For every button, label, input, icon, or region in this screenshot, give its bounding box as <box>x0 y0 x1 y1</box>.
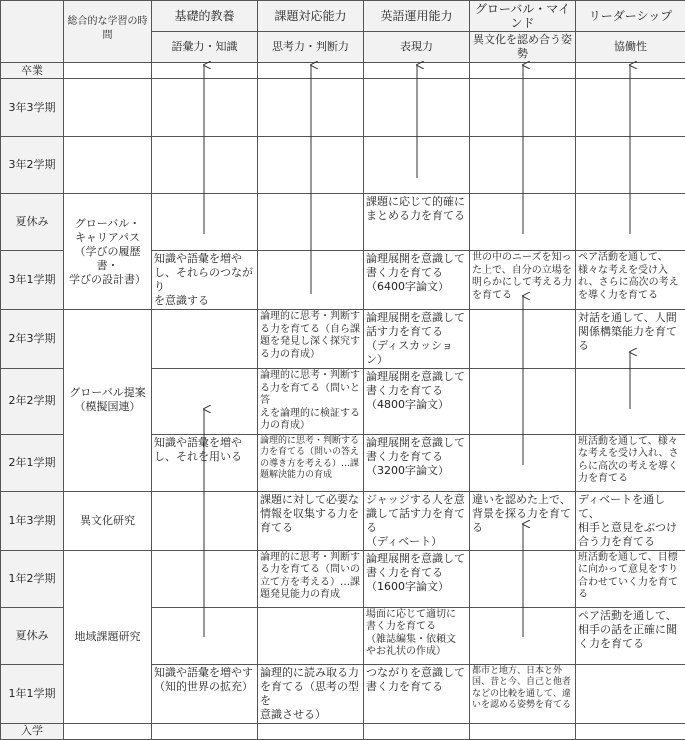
grid-cell <box>470 310 576 369</box>
grid-cell <box>470 369 576 435</box>
grid-cell <box>470 137 576 194</box>
study-cell <box>64 137 152 194</box>
cell-english-summer3: 課題に応じて的確に まとめる力を育てる <box>364 194 470 251</box>
cell-english-2-3: 論理展開を意識して 話す力を育てる （ディスカッション） <box>364 310 470 369</box>
cell-thinking-2-3: 論理的に思考・判断す る力を育てる（自ら課 題を発見し深く探究す る力の育成） <box>258 310 364 369</box>
cell-thinking-2-1: 論理的に思考・判断する 力を育てる（問いの答え の導き方を考える）…課 題解決能力の育成 <box>258 434 364 491</box>
grid-cell <box>152 63 258 79</box>
grid-cell <box>258 194 364 251</box>
period-summer-1: 夏休み <box>1 607 64 664</box>
cell-english-1-3: ジャッジする人を意 識して話す力を育て る （ディベート） <box>364 491 470 550</box>
study-cell <box>64 79 152 137</box>
study-cross-cultural: 異文化研究 <box>64 491 152 550</box>
period-graduation: 卒業 <box>1 63 64 79</box>
period-summer-3: 夏休み <box>1 194 64 251</box>
col-sub-thinking: 思考力・判断力 <box>258 32 364 63</box>
period-2-3: 2年3学期 <box>1 310 64 369</box>
grid-cell <box>576 194 685 251</box>
grid-cell <box>470 550 576 607</box>
col-sub-cooperation: 協働性 <box>576 32 685 63</box>
grid-cell <box>152 550 258 607</box>
cell-leadership-2-3: 対話を通して、人間 関係構築能力を育て る <box>576 310 685 369</box>
grid-cell <box>470 194 576 251</box>
grid-cell <box>470 723 576 739</box>
grid-cell <box>364 723 470 739</box>
cell-english-1-1: つながりを意識して 書く力を育てる <box>364 664 470 723</box>
cell-global-3-1: 世の中のニーズを知っ た上で、自分の立場を 明らかにして考える力 を育てる <box>470 251 576 310</box>
col-sub-vocabulary: 語彙力・知識 <box>152 32 258 63</box>
study-global-proposal: グローバル提案 （模擬国連） <box>64 310 152 492</box>
grid-cell <box>470 434 576 491</box>
grid-cell <box>576 723 685 739</box>
study-cell <box>64 63 152 79</box>
study-cell <box>64 723 152 739</box>
period-3-2: 3年2学期 <box>1 137 64 194</box>
col-sub-expression: 表現力 <box>364 32 470 63</box>
cell-leadership-summer1: ペア活動を通して、 相手の話を正確に聞 く力を育てる <box>576 607 685 664</box>
cell-english-summer1: 場面に応じて適切に 書く力を育てる （雑誌編集・依頼文 やお礼状の作成） <box>364 607 470 664</box>
period-admission: 入学 <box>1 723 64 739</box>
cell-basic-2-1: 知識や語彙を増や し、それを用いる <box>152 434 258 491</box>
period-2-1: 2年1学期 <box>1 434 64 491</box>
grid-cell <box>364 63 470 79</box>
grid-cell <box>576 137 685 194</box>
grid-cell <box>576 63 685 79</box>
grid-cell <box>576 79 685 137</box>
grid-cell <box>470 79 576 137</box>
grid-cell <box>258 137 364 194</box>
study-regional-issues: 地域課題研究 <box>64 550 152 723</box>
cell-english-2-1: 論理展開を意識して 書く力を育てる （3200字論文） <box>364 434 470 491</box>
cell-global-1-1: 都市と地方、日本と外 国、昔と今、自己と他者 などの比較を通して、違 いを認める姿勢を育てる <box>470 664 576 723</box>
cell-basic-1-1: 知識や語彙を増やす （知的世界の拡充） <box>152 664 258 723</box>
period-1-1: 1年1学期 <box>1 664 64 723</box>
period-2-2: 2年2学期 <box>1 369 64 435</box>
grid-cell <box>152 194 258 251</box>
cell-global-1-3: 違いを認めた上で、 背景を探る力を育て る <box>470 491 576 550</box>
cell-english-3-1: 論理展開を意識して 書く力を育てる （6400字論文） <box>364 251 470 310</box>
col-header-global-mind: グローバル・マインド <box>470 1 576 32</box>
grid-cell <box>152 723 258 739</box>
grid-cell <box>152 491 258 550</box>
cell-thinking-1-3: 課題に対して必要な 情報を収集する力を 育てる <box>258 491 364 550</box>
cell-basic-3-1: 知識や語彙を増や し、それらのつながり を意識する <box>152 251 258 310</box>
grid-cell <box>258 723 364 739</box>
corner-empty <box>1 1 64 63</box>
grid-cell <box>152 137 258 194</box>
grid-cell <box>152 310 258 369</box>
grid-cell <box>258 79 364 137</box>
grid-cell <box>258 251 364 310</box>
grid-cell <box>152 607 258 664</box>
cell-leadership-2-1: 班活動を通して、様々 な考えを受け入れ、さ らに高次の考えを導く 力を育てる <box>576 434 685 491</box>
grid-cell <box>576 664 685 723</box>
grid-cell <box>364 137 470 194</box>
cell-english-1-2: 論理展開を意識して 書く力を育てる （1600字論文） <box>364 550 470 607</box>
period-1-3: 1年3学期 <box>1 491 64 550</box>
grid-cell <box>152 79 258 137</box>
integrated-study-header: 総合的な学習の時間 <box>64 1 152 63</box>
col-sub-cross-cultural: 異文化を認め合う姿勢 <box>470 32 576 63</box>
cell-leadership-1-3: ディベートを通して、 相手と意見をぶつけ 合う力を育てる <box>576 491 685 550</box>
col-header-leadership: リーダーシップ <box>576 1 685 32</box>
cell-thinking-2-2: 論理的に思考・判断す る力を育てる（問いと答 えを論理的に検証する 力の育成） <box>258 369 364 435</box>
cell-leadership-3-1: ペア活動を通して、 様々な考えを受け入 れ、さらに高次の考え を導く力を育てる <box>576 251 685 310</box>
grid-cell <box>364 79 470 137</box>
cell-english-2-2: 論理展開を意識して 書く力を育てる （4800字論文） <box>364 369 470 435</box>
col-header-english: 英語運用能力 <box>364 1 470 32</box>
cell-thinking-1-1: 論理的に読み取る力 を育てる（思考の型を 意識させる） <box>258 664 364 723</box>
period-1-2: 1年2学期 <box>1 550 64 607</box>
grid-cell <box>152 369 258 435</box>
grid-cell <box>470 607 576 664</box>
period-3-3: 3年3学期 <box>1 79 64 137</box>
period-3-1: 3年1学期 <box>1 251 64 310</box>
col-header-basic-culture: 基礎的教養 <box>152 1 258 32</box>
study-global-career-path: グローバル・ キャリアパス （学びの履歴書・ 学びの設計書） <box>64 194 152 310</box>
grid-cell <box>258 63 364 79</box>
grid-cell <box>258 607 364 664</box>
grid-cell <box>470 63 576 79</box>
cell-leadership-1-2: 班活動を通して、目標 に向かって意見をすり 合わせていく力を育て る <box>576 550 685 607</box>
cell-thinking-1-2: 論理的に思考・判断す る力を育てる（問いの 立て方を考える）…課 題発見能力の育成 <box>258 550 364 607</box>
col-header-problem-solving: 課題対応能力 <box>258 1 364 32</box>
grid-cell <box>576 369 685 435</box>
